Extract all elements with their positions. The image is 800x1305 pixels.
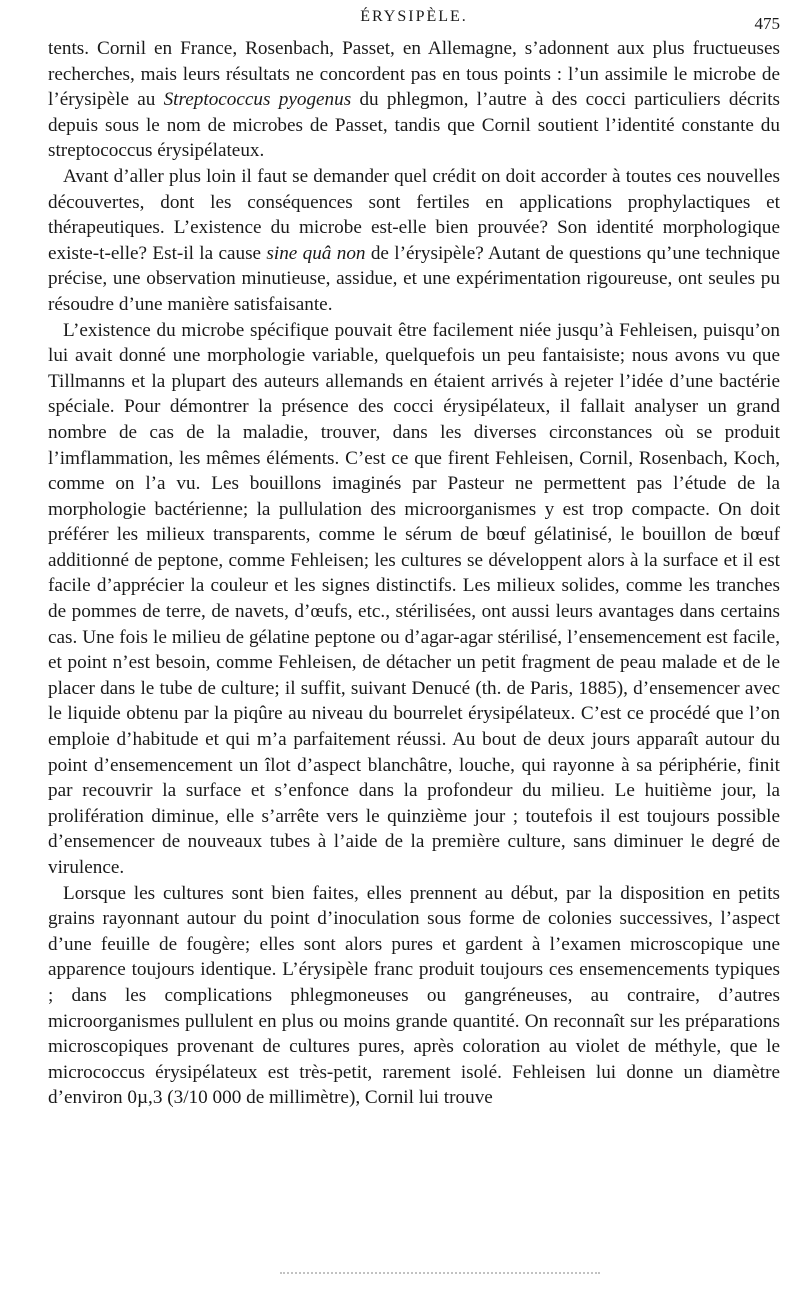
paragraph-4 — [48, 881, 780, 1111]
text-run: du phlegmon, l’autre à des cocci particuliers décrits depuis sous le nom de microbes de Passet, tandis que Cornil soutient l’identité constante du streptococcus érysipélateux. — [48, 89, 780, 162]
page-number: 475 — [754, 14, 780, 33]
paragraph-3 — [48, 318, 780, 881]
text-run: Avant d’aller plus loin il faut se demander quel crédit on doit accorder à toutes ces nouvelles découvertes, dont les conséquences sont fertiles en applications prophylactiques et thérapeutiques. L’existence du microbe est-elle bien prouvée? Son identité morphologique existe-t-elle? Est-il la cause — [48, 165, 780, 264]
text-run: Lorsque les cultures sont bien faites, elles prennent au début, par la disposition en petits grains rayonnant autour du point d’inoculation sous forme de colonies successives, l’aspect d’une feuille de fougère; elles sont alors pures et gardent à l’examen microscopique une apparence toujours identique. L’érysipèle franc produit toujours ces ensemencements typiques ; dans les complications phlegmoneuses ou gangréneuses, au contraire, d’autres microorganismes pullulent en plus ou moins grande quantité. On reconnaît sur les préparations microscopiques provenant de cultures pures, après coloration au violet de méthyle, que le micrococcus érysipélateux est très-petit, rarement isolé. Fehleisen lui donne un diamètre d’environ 0µ,3 (3/10 000 de millimètre), Cornil lui trouve — [48, 882, 780, 1109]
page-header — [48, 4, 780, 38]
italic-species-name: Streptococcus pyogenus — [163, 89, 352, 111]
body-text — [48, 36, 780, 1111]
paragraph-2 — [48, 164, 780, 318]
italic-latin-phrase: sine quâ non — [266, 242, 366, 264]
running-title: ÉRYSIPÈLE. — [360, 8, 468, 25]
paragraph-1 — [48, 36, 780, 164]
bleed-through-marks — [280, 1272, 600, 1280]
text-run: de l’érysipèle? Autant de questions qu’une technique précise, une observation minutieuse, assidue, et une expérimentation rigoureuse, ont seules pu résoudre d’une manière satisfaisante. — [48, 242, 780, 315]
text-run: tents. Cornil en France, Rosenbach, Passet, en Allemagne, s’adonnent aux plus fructueuses recherches, mais leurs résultats ne concordent pas en tous points : l’un assimile le microbe de l’érysipèle au — [48, 38, 780, 111]
text-run: L’existence du microbe spécifique pouvait être facilement niée jusqu’à Fehleisen, puisqu’on lui avait donné une morphologie variable, quelquefois un peu fantaisiste; nous avons vu que Tillmanns et la plupart des auteurs allemands en étaient arrivés à rejeter l’idée d’une bactérie spéciale. Pour démontrer la présence des cocci érysipélateux, il fallait analyser un grand nombre de cas de la maladie, trouver, dans les diverses circonstances où se produit l’imflammation, les mêmes éléments. C’est ce que firent Fehleisen, Cornil, Rosenbach, Koch, comme on l’a vu. Les bouillons imaginés par Pasteur ne permettent pas l’étude de la morphologie bactérienne; la pullulation des microorganismes y est trop compacte. On doit préférer les milieux transparents, comme le sérum de bœuf gélatinisé, le bouillon de bœuf additionné de peptone, comme Fehleisen; les cultures se développent alors à la surface et il est facile d’apprécier la couleur et les signes distinctifs. Les milieux solides, comme les tranches de pommes de terre, de navets, d’œufs, etc., stérilisées, ont aussi leurs avantages dans certains cas. Une fois le milieu de gélatine peptone ou d’agar-agar stérilisé, l’ensemencement est facile, et point n’est besoin, comme Fehleisen, de détacher un petit fragment de peau malade et de le placer dans le tube de culture; il suffit, suivant Denucé (th. de Paris, 1885), d’ensemencer avec le liquide obtenu par la piqûre au niveau du bourrelet érysipélateux. C’est ce procédé que l’on emploie d’habitude et qui m’a parfaitement réussi. Au bout de deux jours apparaît autour du point d’ensemencement un îlot d’aspect blanchâtre, louche, qui rayonne à sa périphérie, finit par recouvrir la surface et s’enfonce dans la profondeur du milieu. Le huitième jour, la prolifération diminue, elle s’arrête vers le quinzième jour ; toutefois il est toujours possible d’ensemencer de nouveaux tubes à l’aide de la première culture, sans diminuer le degré de virulence. — [48, 319, 780, 878]
